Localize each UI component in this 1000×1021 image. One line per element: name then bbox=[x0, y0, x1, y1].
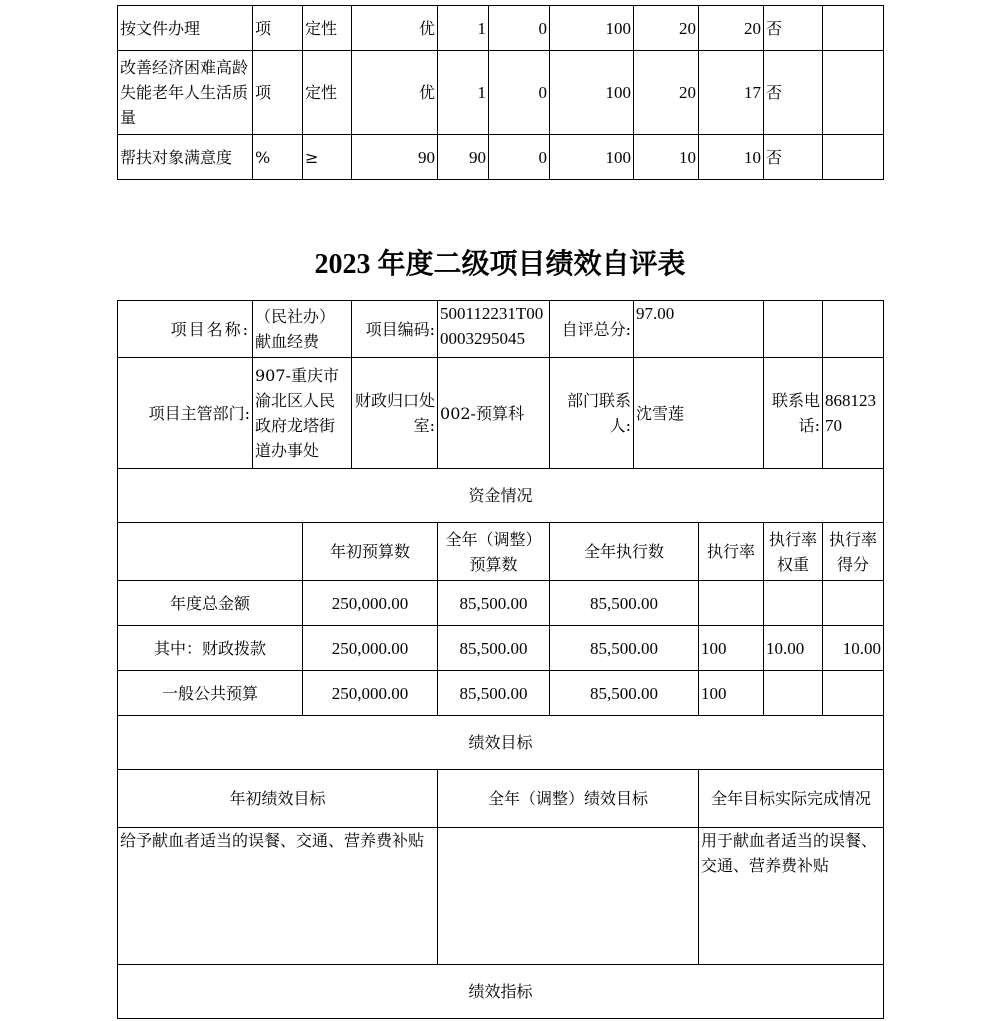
indicator-col10: 否 bbox=[764, 51, 823, 135]
table-row bbox=[118, 581, 884, 626]
indicator-table-continued bbox=[117, 5, 884, 180]
indicator-target: 90 bbox=[352, 135, 438, 180]
indicator-target: 优 bbox=[352, 6, 438, 51]
indicator-col6: 0 bbox=[489, 51, 550, 135]
funds-executed: 85,500.00 bbox=[550, 626, 699, 671]
table-row bbox=[118, 358, 884, 469]
header-score: 执行率得分 bbox=[823, 523, 884, 581]
funds-score bbox=[823, 581, 884, 626]
project-name: （民社办）献血经费 bbox=[253, 301, 352, 358]
indicator-col11 bbox=[823, 51, 884, 135]
table-row bbox=[118, 6, 884, 51]
empty-cell bbox=[764, 301, 823, 358]
funds-section-label: 资金情况 bbox=[118, 469, 884, 523]
goals-initial-header: 年初绩效目标 bbox=[118, 770, 438, 828]
indicator-col6: 0 bbox=[489, 6, 550, 51]
indicator-col7: 100 bbox=[550, 51, 634, 135]
evaluation-table bbox=[117, 300, 884, 1019]
table-row bbox=[118, 716, 884, 770]
indicator-target: 优 bbox=[352, 51, 438, 135]
indicator-col9: 10 bbox=[699, 135, 764, 180]
funds-row-label: 年度总金额 bbox=[118, 581, 303, 626]
empty-cell bbox=[823, 301, 884, 358]
funds-weight: 10.00 bbox=[764, 626, 823, 671]
indicator-actual: 1 bbox=[438, 51, 489, 135]
header-rate: 执行率 bbox=[699, 523, 764, 581]
table-row bbox=[118, 770, 884, 828]
indicator-col9: 20 bbox=[699, 6, 764, 51]
header-initial-budget: 年初预算数 bbox=[303, 523, 438, 581]
contact: 沈雪莲 bbox=[634, 358, 764, 469]
table-row bbox=[118, 671, 884, 716]
goals-adjusted-text bbox=[438, 828, 699, 965]
table-row bbox=[118, 135, 884, 180]
table-row bbox=[118, 626, 884, 671]
dept-label: 项目主管部门: bbox=[118, 358, 253, 469]
indicator-unit: 项 bbox=[253, 6, 303, 51]
dept: 907-重庆市渝北区人民政府龙塔街道办事处 bbox=[253, 358, 352, 469]
indicator-type: 定性 bbox=[303, 6, 352, 51]
funds-rate bbox=[699, 581, 764, 626]
indicator-col8: 20 bbox=[634, 51, 699, 135]
finance: 002-预算科 bbox=[438, 358, 550, 469]
funds-executed: 85,500.00 bbox=[550, 671, 699, 716]
indicator-col8: 20 bbox=[634, 6, 699, 51]
funds-weight bbox=[764, 581, 823, 626]
indicators-section-label: 绩效指标 bbox=[118, 965, 884, 1019]
indicator-col11 bbox=[823, 6, 884, 51]
funds-initial: 250,000.00 bbox=[303, 671, 438, 716]
funds-row-label: 其中：财政拨款 bbox=[118, 626, 303, 671]
phone: 86812370 bbox=[823, 358, 884, 469]
indicator-col6: 0 bbox=[489, 135, 550, 180]
table-row bbox=[118, 828, 884, 965]
indicator-col10: 否 bbox=[764, 135, 823, 180]
funds-rate: 100 bbox=[699, 671, 764, 716]
indicator-type: ≥ bbox=[303, 135, 352, 180]
header-executed: 全年执行数 bbox=[550, 523, 699, 581]
indicator-col7: 100 bbox=[550, 6, 634, 51]
indicator-name: 改善经济困难高龄失能老年人生活质量 bbox=[118, 51, 253, 135]
indicator-col7: 100 bbox=[550, 135, 634, 180]
table-row bbox=[118, 965, 884, 1019]
funds-initial: 250,000.00 bbox=[303, 581, 438, 626]
indicator-col9: 17 bbox=[699, 51, 764, 135]
funds-adjusted: 85,500.00 bbox=[438, 626, 550, 671]
self-score-label: 自评总分: bbox=[550, 301, 634, 358]
funds-score: 10.00 bbox=[823, 626, 884, 671]
header-weight: 执行率权重 bbox=[764, 523, 823, 581]
goals-initial-text: 给予献血者适当的误餐、交通、营养费补贴 bbox=[118, 828, 438, 965]
funds-adjusted: 85,500.00 bbox=[438, 671, 550, 716]
indicator-actual: 90 bbox=[438, 135, 489, 180]
project-name-label: 项目名称: bbox=[118, 301, 253, 358]
contact-label: 部门联系人: bbox=[550, 358, 634, 469]
indicator-unit: % bbox=[253, 135, 303, 180]
goals-section-label: 绩效目标 bbox=[118, 716, 884, 770]
goals-actual-header: 全年目标实际完成情况 bbox=[699, 770, 884, 828]
indicator-name: 帮扶对象满意度 bbox=[118, 135, 253, 180]
indicator-col11 bbox=[823, 135, 884, 180]
table-row bbox=[118, 51, 884, 135]
funds-executed: 85,500.00 bbox=[550, 581, 699, 626]
table-row bbox=[118, 469, 884, 523]
funds-adjusted: 85,500.00 bbox=[438, 581, 550, 626]
self-score: 97.00 bbox=[634, 301, 764, 358]
header-adjusted-budget: 全年（调整）预算数 bbox=[438, 523, 550, 581]
table-row bbox=[118, 523, 884, 581]
indicator-col10: 否 bbox=[764, 6, 823, 51]
table-row bbox=[118, 301, 884, 358]
indicator-name: 按文件办理 bbox=[118, 6, 253, 51]
empty-cell bbox=[118, 523, 303, 581]
indicator-unit: 项 bbox=[253, 51, 303, 135]
indicator-actual: 1 bbox=[438, 6, 489, 51]
funds-row-label: 一般公共预算 bbox=[118, 671, 303, 716]
finance-label: 财政归口处室: bbox=[352, 358, 438, 469]
funds-weight bbox=[764, 671, 823, 716]
page-title: 2023 年度二级项目绩效自评表 bbox=[314, 249, 686, 280]
funds-rate: 100 bbox=[699, 626, 764, 671]
goals-actual-text: 用于献血者适当的误餐、交通、营养费补贴 bbox=[699, 828, 884, 965]
phone-label: 联系电话: bbox=[764, 358, 823, 469]
goals-adjusted-header: 全年（调整）绩效目标 bbox=[438, 770, 699, 828]
funds-score bbox=[823, 671, 884, 716]
funds-initial: 250,000.00 bbox=[303, 626, 438, 671]
project-code-label: 项目编码: bbox=[352, 301, 438, 358]
indicator-type: 定性 bbox=[303, 51, 352, 135]
project-code: 500112231T000003295045 bbox=[438, 301, 550, 358]
indicator-col8: 10 bbox=[634, 135, 699, 180]
